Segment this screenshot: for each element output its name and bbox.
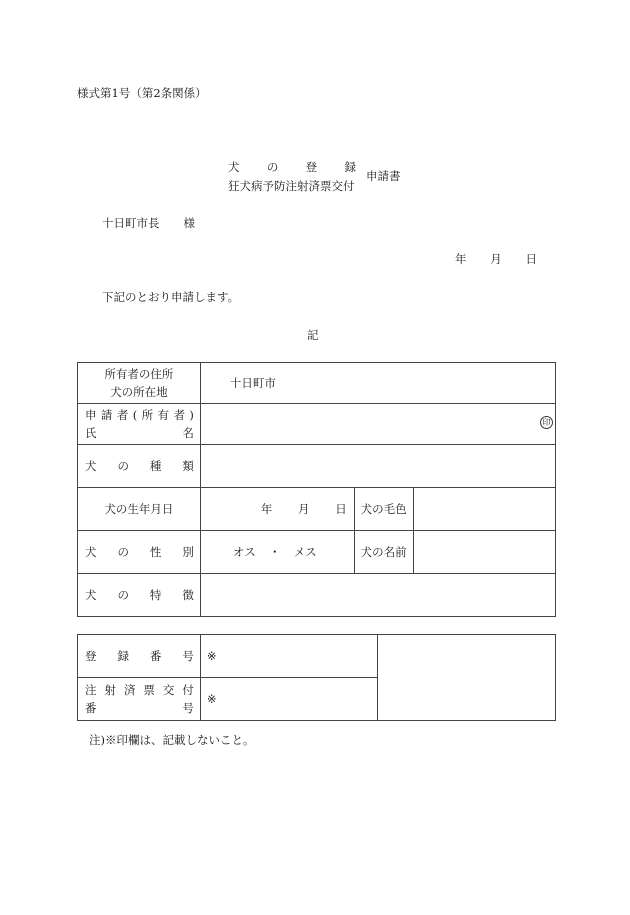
- row-owner-address: [78, 363, 556, 404]
- office-use-table: [77, 634, 556, 721]
- seal-mark: 印: [540, 416, 553, 429]
- sex-separator: ・: [268, 545, 281, 559]
- owner-address-field[interactable]: 十日町市: [200, 363, 555, 404]
- date-month-label: 月: [490, 252, 502, 266]
- title-line1: [228, 159, 356, 175]
- breed-label: 犬 の 種 類: [78, 445, 201, 488]
- coat-label: 犬の毛色: [354, 488, 413, 531]
- sex-field[interactable]: [200, 531, 354, 574]
- coat-field[interactable]: [413, 488, 556, 531]
- birth-date-field[interactable]: 年 月 日: [200, 488, 354, 531]
- title-char: の: [266, 160, 279, 174]
- footnote: 注)※印欄は、記載しないこと。: [89, 733, 255, 747]
- sex-option-male[interactable]: オス: [232, 545, 256, 559]
- form-number: 様式第1号（第2条関係）: [77, 86, 207, 100]
- date-day-label: 日: [525, 252, 537, 266]
- row-applicant: [78, 404, 556, 445]
- date-year-label: 年: [455, 252, 467, 266]
- breed-field[interactable]: [200, 445, 555, 488]
- title-char: 犬: [228, 160, 240, 174]
- tag-number-label: 注 射 済 票 交 付 番 号: [78, 678, 201, 721]
- title-suffix: 申請書: [366, 169, 401, 183]
- title-char: 録: [344, 160, 356, 174]
- birth-label: 犬の生年月日: [78, 488, 201, 531]
- dog-info-table: [77, 362, 556, 617]
- dog-name-label: 犬の名前: [354, 531, 413, 574]
- title-line2: 狂犬病予防注射済票交付: [228, 179, 355, 193]
- registration-number-label: 登 録 番 号: [78, 635, 201, 678]
- applicant-name-field[interactable]: [200, 404, 555, 445]
- row-breed: [78, 445, 556, 488]
- date-line: [455, 251, 537, 267]
- row-registration-number: [78, 635, 556, 678]
- row-sex: [78, 531, 556, 574]
- addressee: [102, 215, 195, 231]
- row-birth: [78, 488, 556, 531]
- features-label: 犬 の 特 徴: [78, 574, 201, 617]
- row-features: [78, 574, 556, 617]
- ki-heading: 記: [307, 328, 319, 342]
- features-field[interactable]: [200, 574, 555, 617]
- intro-text: 下記のとおり申請します。: [102, 290, 240, 304]
- sex-label: 犬 の 性 別: [78, 531, 201, 574]
- tag-number-field: ※: [200, 678, 378, 721]
- sex-option-female[interactable]: メス: [293, 545, 317, 559]
- dog-name-field[interactable]: [413, 531, 556, 574]
- applicant-label: 申 請 者 ( 所 有 者 ) 氏 名: [78, 404, 201, 445]
- registration-number-field: ※: [200, 635, 378, 678]
- title-char: 登: [305, 160, 318, 174]
- addressee-name: 十日町市長: [102, 216, 160, 230]
- addressee-honorific: 様: [183, 216, 195, 230]
- owner-address-label: 所有者の住所 犬の所在地: [78, 363, 201, 404]
- office-use-box: [378, 635, 556, 721]
